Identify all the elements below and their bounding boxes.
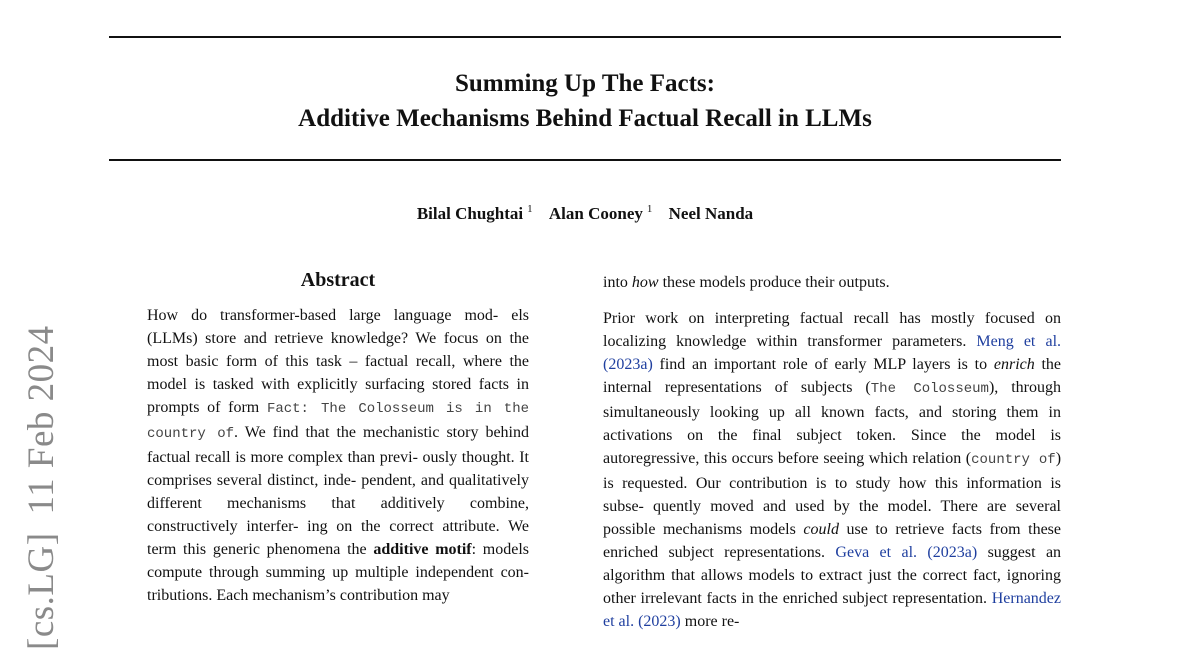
abstract-body: How do transformer-based large language mod- els (LLMs) store and retrieve knowledge? We focus on the most basic form of this task – factual recall, where the model is tasked with explicitly surfacing stored facts in prompts of form Fact: The Colosseum is in the country of. We find that the mechanistic story behind factual recall is more complex than previ- ously thought. It comprises several distinct, inde- pendent, and qualitatively different mechanisms that additively combine, constructively interfer- ing on the correct attribute. We term this generic phenomena the additive motif: models compute through summing up multiple independent con- tributions. Each mechanism’s contribution may [147, 307, 530, 604]
title-line-1: Summing Up The Facts: [455, 70, 715, 97]
citation-geva-link[interactable]: Geva et al. (2023a) [835, 544, 978, 561]
code-relation: country of [971, 452, 1056, 468]
author-2: Alan Cooney $^1$ [548, 203, 653, 223]
intro-column [603, 271, 1061, 633]
arxiv-category: [cs.LG] [21, 532, 62, 650]
title-top-rule [109, 36, 1061, 38]
code-subject: The Colosseum [870, 381, 989, 397]
additive-motif-term: additive motif [373, 541, 472, 558]
author-list [0, 203, 1170, 224]
title-bottom-rule [109, 159, 1061, 161]
arxiv-sidebar-stamp [20, 307, 63, 650]
arxiv-date: 11 Feb 2024 [21, 325, 62, 515]
abstract-column [147, 268, 529, 607]
author-3: Neel Nanda [668, 204, 754, 223]
citation-hernandez-link[interactable]: Hernandez et al. (2023) [603, 590, 1062, 630]
intro-paragraph-1: into how these models produce their outputs. [603, 274, 890, 291]
author-1: Bilal Chughtai $^1$ [416, 203, 533, 223]
title-line-2: Additive Mechanisms Behind Factual Recall in LLMs [298, 105, 872, 132]
abstract-heading: Abstract [300, 269, 376, 291]
paper-title [109, 66, 1061, 136]
citation-meng-link[interactable]: Meng et al. (2023a) [603, 333, 1062, 373]
abstract-code-prompt: Fact: The Colosseum is in the country of [147, 401, 530, 442]
intro-paragraph-2: Prior work on interpreting factual recall has mostly focused on localizing knowledge within transformer parameters. Meng et al. (2023a) find an important role of early MLP layers is to enrich the internal representations of subjects (The Colosseum), through simultaneously looking up all known facts, and storing them in activations on the final subject token. Since the model is autoregressive, this occurs before seeing which relation (country of) is requested. Our contribution is to study how this information is subse- quently moved and used by the model. There are several possible mechanisms models could use to retrieve facts from these enriched subject representations. Geva et al. (2023a) suggest an algorithm that allows models to extract just the correct fact, ignoring other irrelevant facts in the enriched subject representation. Hernandez et al. (2023) more re- [603, 310, 1062, 630]
